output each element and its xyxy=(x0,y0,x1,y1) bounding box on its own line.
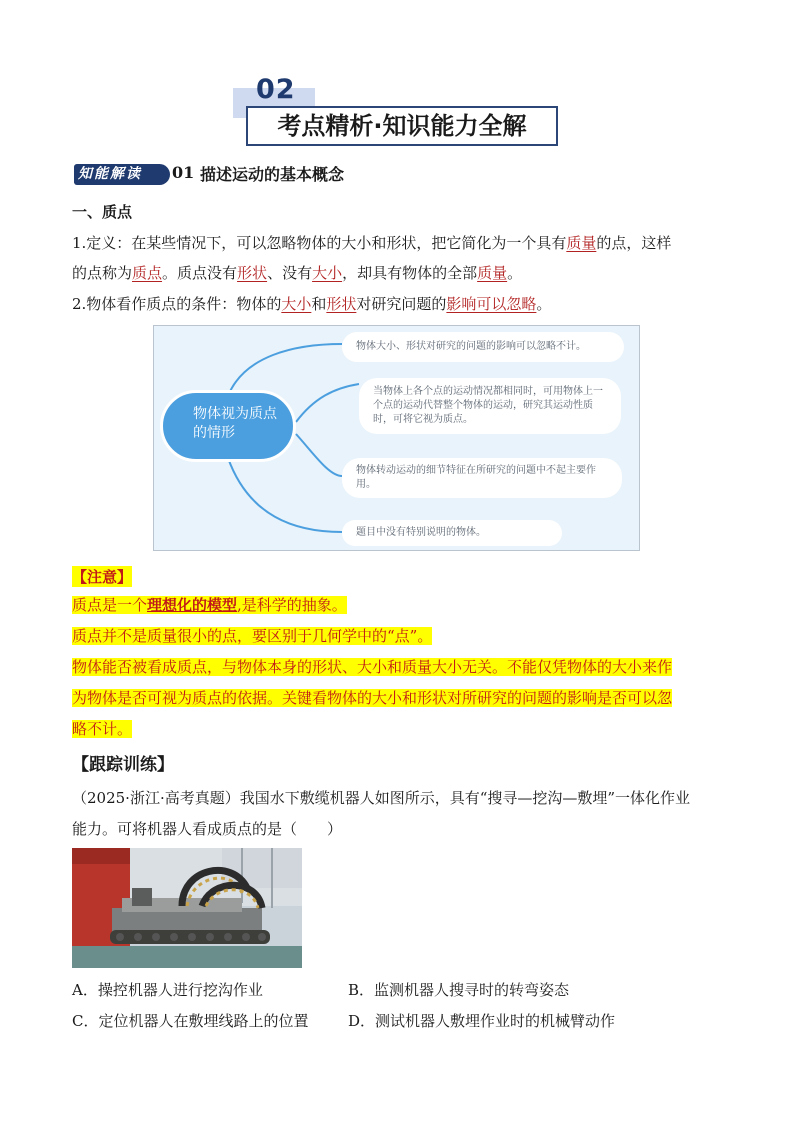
definition-line-2 xyxy=(72,263,522,283)
mind-map-center-node xyxy=(160,390,296,462)
text: ，却具有物体的全部 xyxy=(342,264,478,282)
condition-line xyxy=(72,294,551,314)
note-line-1 xyxy=(72,590,347,621)
text: 。质点没有 xyxy=(162,264,238,282)
heading-mass-point: 一、质点 xyxy=(72,203,133,221)
underlined-term: 大小 xyxy=(281,295,312,313)
option-c[interactable]: C．定位机器人在敷埋线路上的位置 xyxy=(72,1012,309,1030)
note-line-4 xyxy=(72,683,672,714)
knowledge-tag-title: 描述运动的基本概念 xyxy=(200,165,345,184)
underlined-term: 影响可以忽略 xyxy=(446,295,537,313)
section-number: 02 xyxy=(256,74,296,105)
text: 。 xyxy=(507,264,523,282)
text: 、没有 xyxy=(267,264,313,282)
underlined-term: 大小 xyxy=(312,264,343,282)
underlined-term: 质量 xyxy=(566,234,597,252)
question-line-2: 能力。可将机器人看成质点的是（ ） xyxy=(72,820,343,838)
underlined-term: 形状 xyxy=(237,264,268,282)
note-title: 【注意】 xyxy=(72,568,133,586)
text: 。 xyxy=(536,295,552,313)
note-line-5 xyxy=(72,714,132,745)
text: 为物体是否可视为质点的依据。关键看物体的大小和形状对所研究的问题的影响是否可以忽 xyxy=(72,689,673,707)
text: 1.定义：在某些情况下，可以忽略物体的大小和形状，把它简化为一个具有 xyxy=(72,234,567,252)
underlined-term: 形状 xyxy=(326,295,357,313)
robot-photo xyxy=(72,848,302,968)
text: 物体能否被看成质点，与物体本身的形状、大小和质量大小无关。不能仅凭物体的大小来作 xyxy=(72,658,673,676)
training-title: 【跟踪训练】 xyxy=(72,755,174,775)
question-line-1: （2025·浙江·高考真题）我国水下敷缆机器人如图所示，具有“搜寻—挖沟—敷埋”一体化作业 xyxy=(72,789,691,807)
note-line-3 xyxy=(72,652,672,683)
underlined-term: 质量 xyxy=(477,264,508,282)
mind-map-center-label: 物体视为质点的情形 xyxy=(193,406,277,441)
option-d[interactable]: D．测试机器人敷埋作业时的机械臂动作 xyxy=(348,1012,616,1030)
mind-map xyxy=(153,325,640,551)
definition-line-1 xyxy=(72,233,671,253)
knowledge-tag-label: 知能解读 xyxy=(78,166,142,182)
text: 对研究问题的 xyxy=(356,295,447,313)
option-a[interactable]: A．操控机器人进行挖沟作业 xyxy=(72,981,263,999)
note-line-2 xyxy=(72,621,432,652)
text: 质点是一个 xyxy=(72,596,148,614)
text: 2.物体看作质点的条件：物体的 xyxy=(72,295,282,313)
emphasis-term: 理想化的模型 xyxy=(147,596,238,614)
mind-map-leaf-3: 物体转动运动的细节特征在所研究的问题中不起主要作用。 xyxy=(342,458,622,498)
text: ,是科学的抽象。 xyxy=(237,596,347,614)
mind-map-leaf-1: 物体大小、形状对研究的问题的影响可以忽略不计。 xyxy=(342,332,624,362)
knowledge-tag-number: 01 xyxy=(172,163,195,182)
text: 和 xyxy=(311,295,327,313)
option-b[interactable]: B．监测机器人搜寻时的转弯姿态 xyxy=(348,981,570,999)
mind-map-leaf-2: 当物体上各个点的运动情况都相同时，可用物体上一个点的运动代替整个物体的运动，研究其运动性质时，可将它视为质点。 xyxy=(359,378,621,434)
section-title: 考点精析·知识能力全解 xyxy=(277,112,527,140)
text: 略不计。 xyxy=(72,720,133,738)
text: 质点并不是质量很小的点，要区别于几何学中的“点”。 xyxy=(72,627,433,645)
text: 的点，这样 xyxy=(596,234,672,252)
mind-map-leaf-4: 题目中没有特别说明的物体。 xyxy=(342,520,562,546)
underlined-term: 质点 xyxy=(132,264,163,282)
text: 的点称为 xyxy=(72,264,133,282)
